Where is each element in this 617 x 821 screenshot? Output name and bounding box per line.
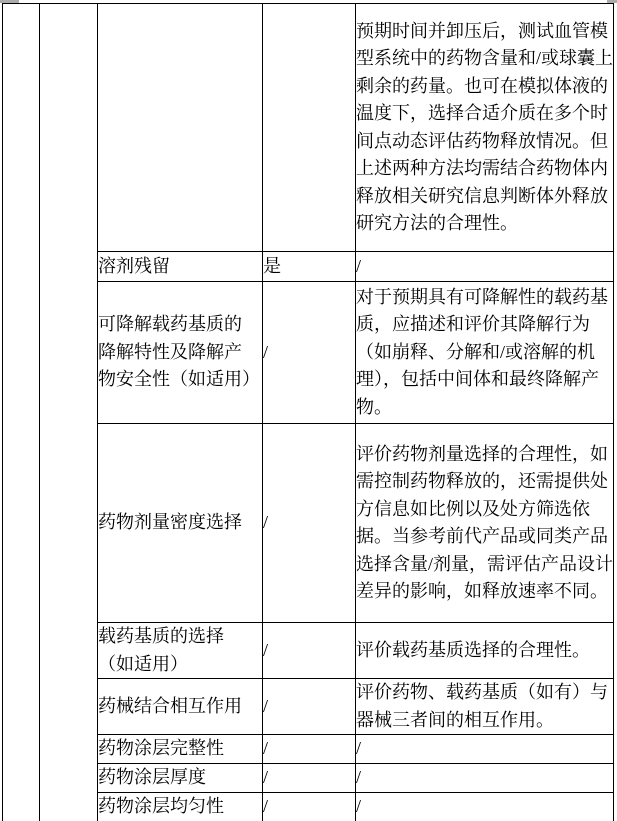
applicable-cell: /	[263, 623, 356, 679]
requirement-cell: /	[356, 793, 614, 821]
item-name-cell: 药物涂层完整性	[98, 735, 263, 764]
item-name-cell: 药物涂层均匀性	[98, 793, 263, 821]
merged-empty-cell	[3, 4, 40, 821]
merged-empty-cell	[40, 4, 98, 821]
item-name-cell: 溶剂残留	[98, 252, 263, 282]
applicable-cell: /	[263, 764, 356, 793]
requirement-cell: 评价药物剂量选择的合理性，如需控制药物释放的，还需提供处方信息如比例以及处方筛选依据。当参考前代产品或同类产品选择含量/剂量，需评估产品设计差异的影响，如释放速率不同。	[356, 424, 614, 623]
item-name-cell: 载药基质的选择 （如适用）	[98, 623, 263, 679]
requirement-cell: 对于预期具有可降解性的载药基质，应描述和评价其降解行为（如崩释、分解和/或溶解的机理），包括中间体和最终降解产物。	[356, 282, 614, 424]
applicable-cell: 是	[263, 252, 356, 282]
item-name-cell: 药械结合相互作用	[98, 679, 263, 735]
item-name-cell	[98, 4, 263, 252]
requirement-cell: 评价药物、载药基质（如有）与器械三者间的相互作用。	[356, 679, 614, 735]
table-row	[3, 4, 614, 252]
applicable-cell: /	[263, 793, 356, 821]
applicable-cell: /	[263, 424, 356, 623]
item-name-cell: 可降解载药基质的 降解特性及降解产 物安全性（如适用）	[98, 282, 263, 424]
requirement-cell: /	[356, 735, 614, 764]
data-table	[2, 3, 614, 821]
requirement-cell: 预期时间并卸压后，测试血管模型系统中的药物含量和/或球囊上剩余的药量。也可在模拟体液的温度下，选择合适介质在多个时间点动态评估药物释放情况。但上述两种方法均需结合药物体内释放相关研究信息判断体外释放研究方法的合理性。	[356, 4, 614, 252]
requirement-cell: /	[356, 252, 614, 282]
applicable-cell: /	[263, 735, 356, 764]
item-name-cell: 药物涂层厚度	[98, 764, 263, 793]
item-name-cell: 药物剂量密度选择	[98, 424, 263, 623]
applicable-cell	[263, 4, 356, 252]
requirement-cell: 评价载药基质选择的合理性。	[356, 623, 614, 679]
requirement-cell: /	[356, 764, 614, 793]
applicable-cell: /	[263, 282, 356, 424]
applicable-cell: /	[263, 679, 356, 735]
